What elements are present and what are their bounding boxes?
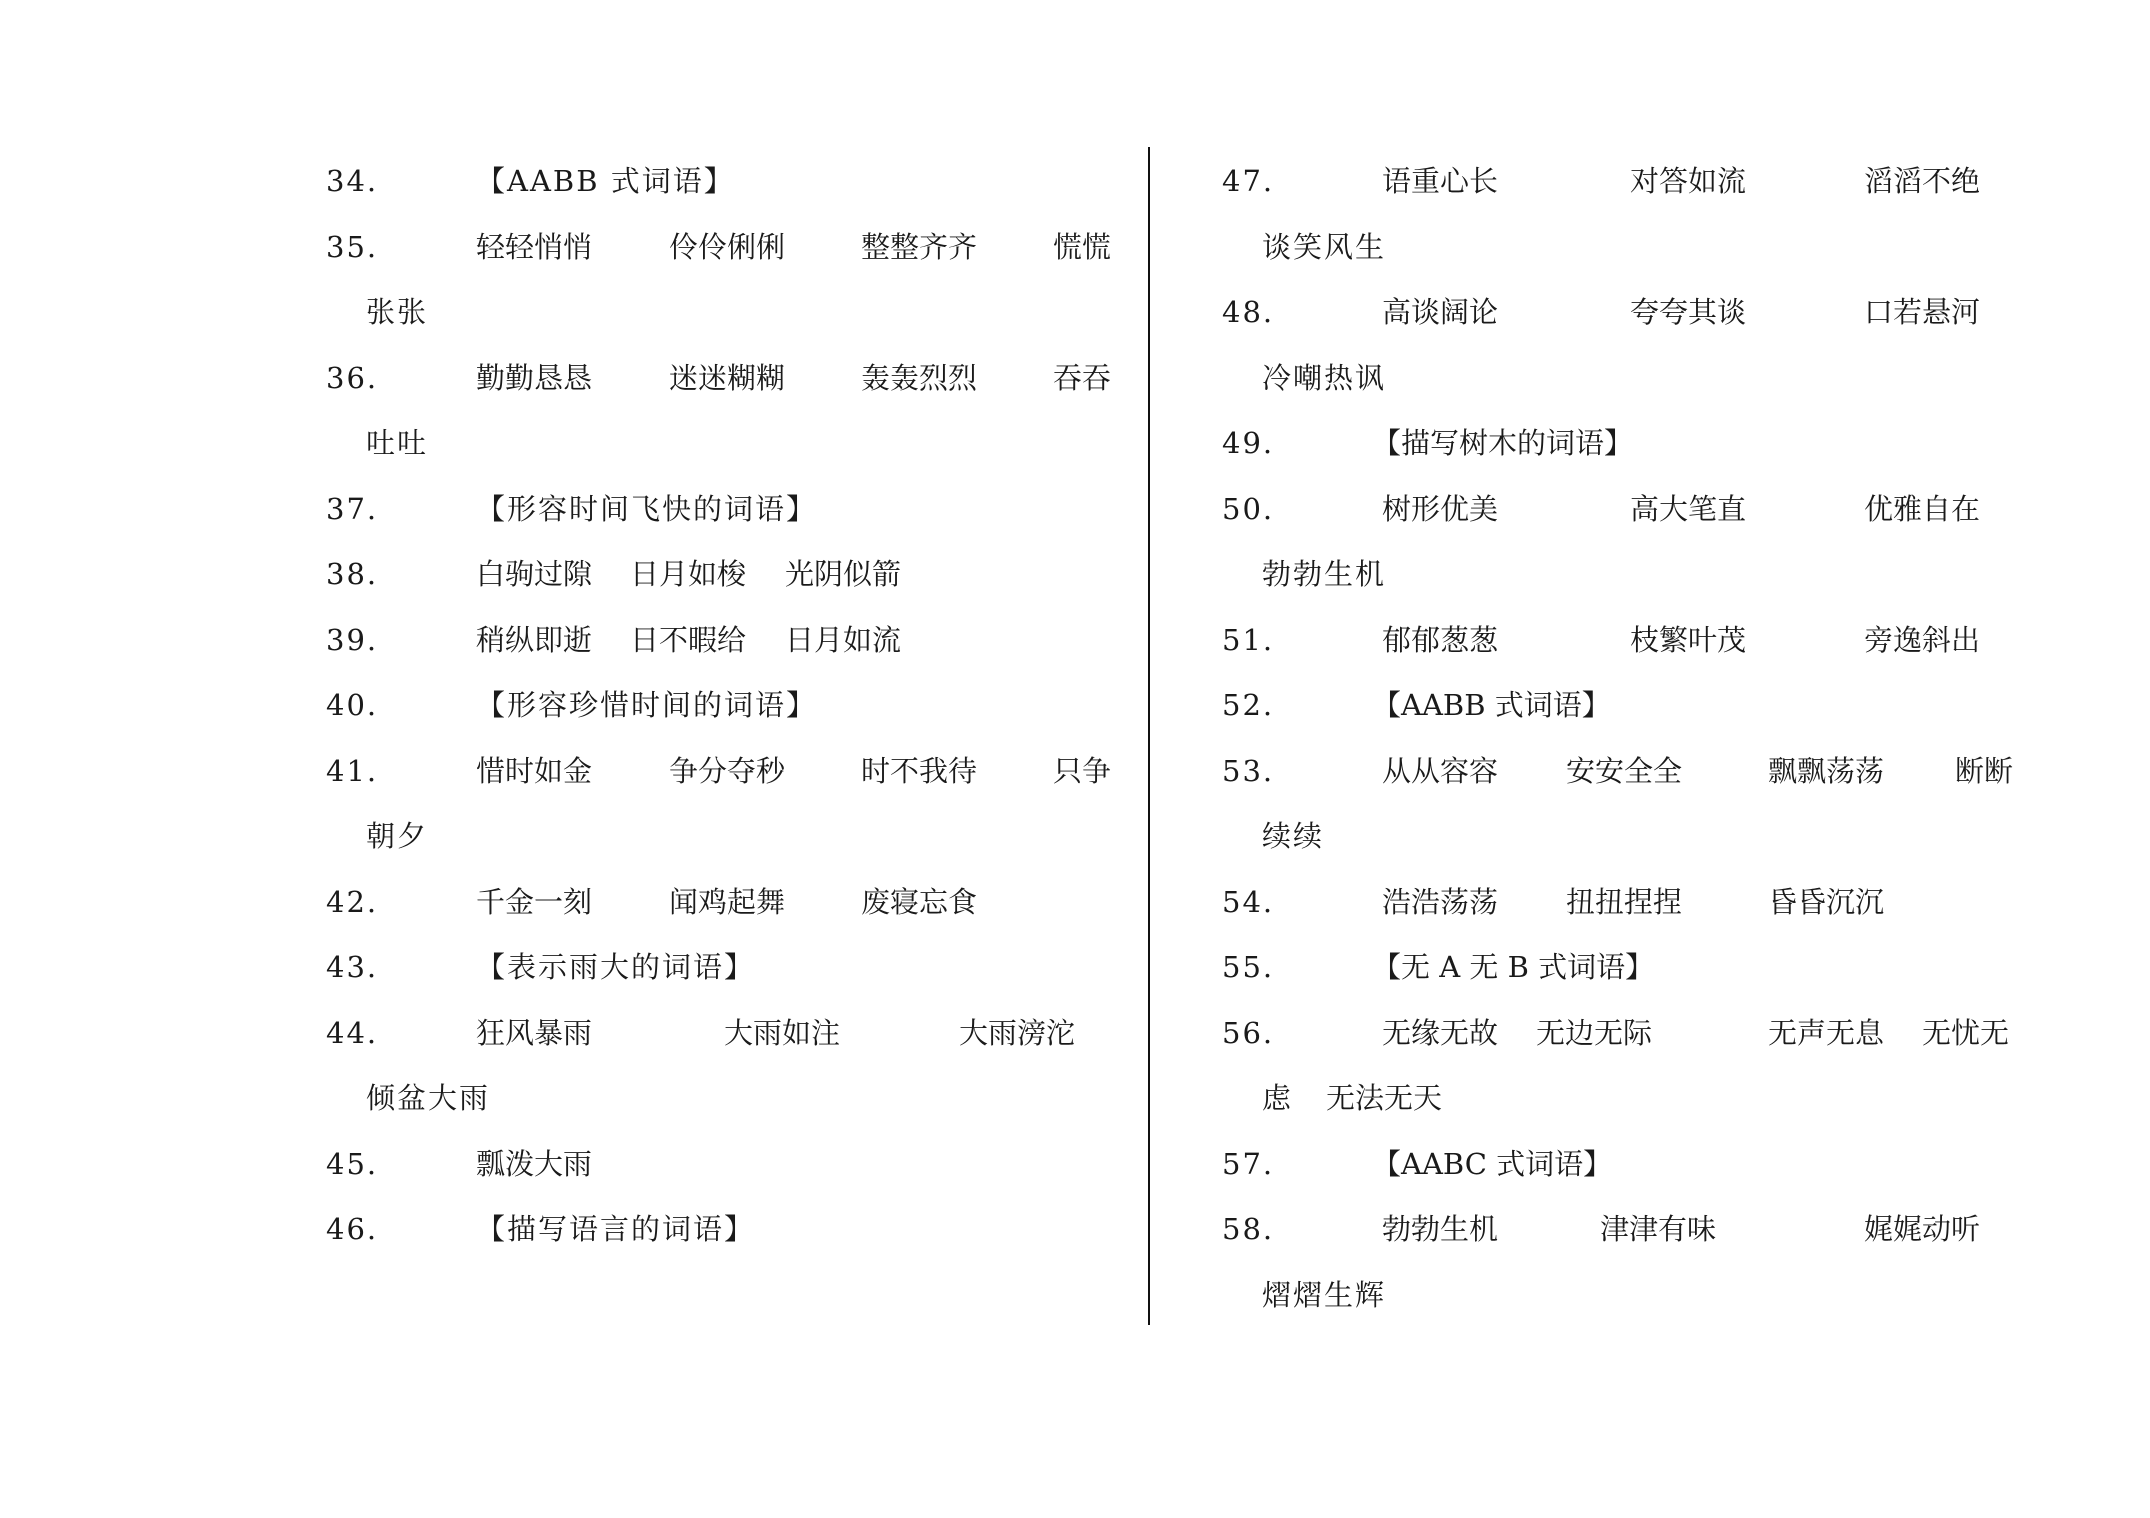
list-item — [326, 149, 1126, 215]
word: 高谈阔论 — [1382, 295, 1499, 329]
word: 日月如梭 — [630, 557, 747, 591]
word: 千金一刻 — [476, 884, 593, 919]
list-item — [1222, 280, 2022, 346]
word: 张张 — [366, 295, 429, 329]
section-heading: 【AABB 式词语】 — [1372, 688, 1611, 722]
word: 大雨如注 — [724, 1015, 841, 1050]
item-number: 56. — [1222, 1015, 1275, 1050]
item-number: 42. — [326, 884, 379, 919]
word: 滔滔不绝 — [1864, 164, 1981, 198]
word: 吐吐 — [366, 426, 429, 460]
list-item — [326, 1197, 1126, 1263]
word: 郁郁葱葱 — [1382, 622, 1499, 657]
word: 无忧无 — [1922, 1015, 2010, 1050]
word: 谈笑风生 — [1262, 229, 1387, 264]
word: 夸夸其谈 — [1630, 295, 1747, 329]
list-item — [1222, 870, 2022, 936]
word: 娓娓动听 — [1864, 1212, 1981, 1246]
item-number: 40. — [326, 688, 379, 722]
word: 语重心长 — [1382, 164, 1499, 198]
word: 断断 — [1955, 753, 2014, 788]
word: 对答如流 — [1630, 164, 1747, 198]
list-item — [326, 1132, 1126, 1198]
word: 飘飘荡荡 — [1768, 753, 1885, 788]
list-item-continuation — [326, 804, 1126, 870]
list-item — [326, 1001, 1126, 1067]
word: 朝夕 — [366, 819, 429, 853]
section-heading: 【无 A 无 B 式词语】 — [1372, 950, 1655, 984]
section-heading: 【AABB 式词语】 — [476, 164, 735, 198]
word: 闻鸡起舞 — [669, 884, 786, 919]
item-number: 34. — [326, 164, 379, 198]
item-number: 58. — [1222, 1212, 1275, 1246]
word: 吞吞 — [1053, 360, 1112, 395]
list-item — [326, 542, 1126, 608]
word: 时不我待 — [861, 753, 978, 788]
item-number: 37. — [326, 491, 379, 526]
word: 无声无息 — [1768, 1015, 1885, 1050]
word: 整整齐齐 — [861, 229, 978, 264]
word: 光阴似箭 — [785, 557, 902, 591]
item-number: 38. — [326, 557, 379, 591]
item-number: 57. — [1222, 1146, 1275, 1181]
list-item — [1222, 608, 2022, 674]
word: 稍纵即逝 — [476, 622, 593, 657]
list-item — [326, 346, 1126, 412]
item-number: 50. — [1222, 491, 1275, 526]
section-heading: 【描写树木的词语】 — [1372, 426, 1634, 460]
word: 无缘无故 — [1382, 1015, 1499, 1050]
word: 只争 — [1053, 753, 1112, 788]
list-item — [326, 477, 1126, 543]
list-item — [1222, 411, 2022, 477]
word: 无法无天 — [1326, 1081, 1443, 1115]
list-item-continuation — [1222, 346, 2022, 412]
list-item — [1222, 1197, 2022, 1263]
word: 争分夺秒 — [669, 753, 786, 788]
item-number: 52. — [1222, 688, 1275, 722]
word: 轰轰烈烈 — [861, 360, 978, 395]
list-item-continuation — [1222, 1263, 2022, 1329]
list-item-continuation — [326, 1066, 1126, 1132]
item-number: 47. — [1222, 164, 1275, 198]
section-heading: 【描写语言的词语】 — [476, 1212, 756, 1246]
item-number: 48. — [1222, 295, 1275, 329]
list-item — [326, 215, 1126, 281]
word: 迷迷糊糊 — [669, 360, 786, 395]
item-number: 45. — [326, 1146, 379, 1181]
word: 慌慌 — [1053, 229, 1112, 264]
word: 扭扭捏捏 — [1566, 884, 1683, 919]
list-item-continuation — [1222, 215, 2022, 281]
column-divider — [1148, 147, 1150, 1325]
item-number: 35. — [326, 229, 379, 264]
word: 枝繁叶茂 — [1630, 622, 1747, 657]
item-number: 54. — [1222, 884, 1275, 919]
list-item — [326, 608, 1126, 674]
word: 树形优美 — [1382, 491, 1499, 526]
word: 优雅自在 — [1864, 491, 1981, 526]
item-number: 55. — [1222, 950, 1275, 984]
item-number: 36. — [326, 360, 379, 395]
list-item — [326, 673, 1126, 739]
word: 狂风暴雨 — [476, 1015, 593, 1050]
item-number: 39. — [326, 622, 379, 657]
list-item — [1222, 1001, 2022, 1067]
item-number: 51. — [1222, 622, 1275, 657]
word: 浩浩荡荡 — [1382, 884, 1499, 919]
word: 熠熠生辉 — [1262, 1277, 1387, 1312]
list-item-continuation — [1222, 542, 2022, 608]
word: 倾盆大雨 — [366, 1081, 491, 1115]
item-number: 53. — [1222, 753, 1275, 788]
word: 虑 — [1262, 1081, 1294, 1115]
word: 轻轻悄悄 — [476, 229, 593, 264]
list-item — [1222, 1132, 2022, 1198]
word: 续续 — [1262, 819, 1325, 853]
word: 勃勃生机 — [1382, 1212, 1499, 1246]
item-number: 43. — [326, 950, 379, 984]
word: 废寝忘食 — [861, 884, 978, 919]
word: 瓢泼大雨 — [476, 1146, 593, 1181]
word: 大雨滂沱 — [959, 1015, 1076, 1050]
word: 昏昏沉沉 — [1768, 884, 1885, 919]
word: 日月如流 — [785, 622, 902, 657]
word: 勤勤恳恳 — [476, 360, 593, 395]
word: 白驹过隙 — [476, 557, 593, 591]
word: 旁逸斜出 — [1864, 622, 1981, 657]
item-number: 49. — [1222, 426, 1275, 460]
word: 勃勃生机 — [1262, 557, 1387, 591]
word: 无边无际 — [1536, 1015, 1653, 1050]
list-item — [326, 739, 1126, 805]
word: 安安全全 — [1566, 753, 1683, 788]
word: 冷嘲热讽 — [1262, 360, 1387, 395]
item-number: 44. — [326, 1015, 379, 1050]
word: 日不暇给 — [630, 622, 747, 657]
left-column — [326, 149, 1126, 1263]
section-heading: 【形容时间飞快的词语】 — [476, 491, 818, 526]
list-item — [1222, 149, 2022, 215]
word: 从从容容 — [1382, 753, 1499, 788]
list-item — [1222, 935, 2022, 1001]
section-heading: 【AABC 式词语】 — [1372, 1146, 1613, 1181]
list-item-continuation — [326, 280, 1126, 346]
section-heading: 【形容珍惜时间的词语】 — [476, 688, 818, 722]
item-number: 46. — [326, 1212, 379, 1246]
word: 津津有味 — [1600, 1212, 1717, 1246]
list-item-continuation — [1222, 1066, 2022, 1132]
word: 伶伶俐俐 — [669, 229, 786, 264]
list-item — [1222, 477, 2022, 543]
item-number: 41. — [326, 753, 379, 788]
list-item-continuation — [326, 411, 1126, 477]
section-heading: 【表示雨大的词语】 — [476, 950, 756, 984]
word: 口若悬河 — [1864, 295, 1981, 329]
list-item — [1222, 739, 2022, 805]
word: 高大笔直 — [1630, 491, 1747, 526]
list-item — [326, 870, 1126, 936]
list-item-continuation — [1222, 804, 2022, 870]
word: 惜时如金 — [476, 753, 593, 788]
right-column — [1222, 149, 2022, 1328]
list-item — [1222, 673, 2022, 739]
list-item — [326, 935, 1126, 1001]
